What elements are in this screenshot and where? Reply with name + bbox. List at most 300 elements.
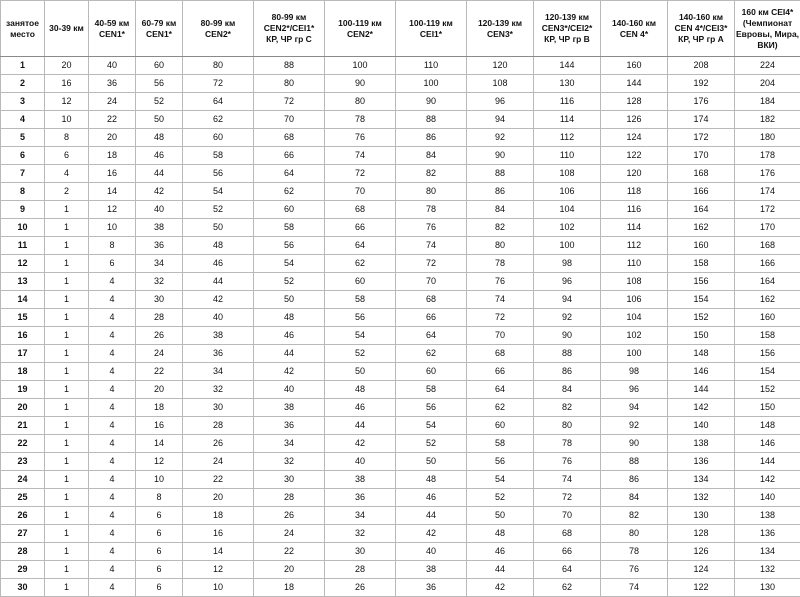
points-cell: 6 (136, 525, 183, 543)
points-cell: 144 (534, 57, 601, 75)
points-cell: 112 (601, 237, 668, 255)
points-cell: 68 (467, 345, 534, 363)
points-cell: 38 (396, 561, 467, 579)
points-cell: 14 (136, 435, 183, 453)
points-cell: 44 (136, 165, 183, 183)
points-cell: 102 (534, 219, 601, 237)
points-cell: 58 (325, 291, 396, 309)
points-cell: 146 (735, 435, 800, 453)
points-cell: 28 (254, 489, 325, 507)
points-cell: 86 (534, 363, 601, 381)
points-cell: 12 (89, 201, 136, 219)
points-cell: 122 (668, 579, 735, 597)
points-cell: 56 (325, 309, 396, 327)
points-cell: 50 (254, 291, 325, 309)
points-cell: 80 (396, 183, 467, 201)
points-cell: 44 (467, 561, 534, 579)
table-row (1, 489, 800, 507)
table-row (1, 57, 800, 75)
points-cell: 62 (183, 111, 254, 129)
points-cell: 148 (668, 345, 735, 363)
points-cell: 152 (668, 309, 735, 327)
place-cell: 26 (1, 507, 45, 525)
points-cell: 1 (45, 453, 89, 471)
table-row (1, 327, 800, 345)
points-cell: 166 (668, 183, 735, 201)
points-cell: 130 (735, 579, 800, 597)
points-cell: 70 (325, 183, 396, 201)
points-cell: 96 (601, 381, 668, 399)
points-cell: 176 (668, 93, 735, 111)
points-cell: 4 (89, 327, 136, 345)
points-cell: 114 (601, 219, 668, 237)
points-cell: 52 (396, 435, 467, 453)
points-cell: 74 (325, 147, 396, 165)
points-cell: 110 (534, 147, 601, 165)
points-cell: 52 (325, 345, 396, 363)
points-cell: 94 (601, 399, 668, 417)
points-cell: 56 (136, 75, 183, 93)
points-cell: 38 (254, 399, 325, 417)
points-cell: 160 (735, 309, 800, 327)
points-cell: 88 (396, 111, 467, 129)
points-cell: 46 (136, 147, 183, 165)
points-cell: 96 (467, 93, 534, 111)
points-cell: 90 (534, 327, 601, 345)
points-cell: 170 (735, 219, 800, 237)
points-cell: 40 (89, 57, 136, 75)
points-cell: 76 (534, 453, 601, 471)
points-cell: 36 (89, 75, 136, 93)
points-cell: 10 (136, 471, 183, 489)
points-cell: 64 (254, 165, 325, 183)
points-cell: 14 (89, 183, 136, 201)
points-cell: 32 (254, 453, 325, 471)
points-cell: 80 (601, 525, 668, 543)
table-row (1, 543, 800, 561)
place-cell: 20 (1, 399, 45, 417)
points-cell: 1 (45, 543, 89, 561)
points-cell: 54 (183, 183, 254, 201)
table-row (1, 219, 800, 237)
place-cell: 15 (1, 309, 45, 327)
points-cell: 16 (45, 75, 89, 93)
points-cell: 24 (89, 93, 136, 111)
points-cell: 60 (183, 129, 254, 147)
points-cell: 54 (396, 417, 467, 435)
place-cell: 3 (1, 93, 45, 111)
points-cell: 34 (183, 363, 254, 381)
table-row (1, 363, 800, 381)
place-cell: 10 (1, 219, 45, 237)
points-cell: 42 (183, 291, 254, 309)
points-cell: 16 (89, 165, 136, 183)
points-cell: 4 (89, 489, 136, 507)
place-cell: 30 (1, 579, 45, 597)
points-cell: 70 (396, 273, 467, 291)
points-cell: 4 (89, 399, 136, 417)
points-cell: 132 (668, 489, 735, 507)
points-cell: 90 (467, 147, 534, 165)
points-cell: 20 (183, 489, 254, 507)
points-cell: 42 (467, 579, 534, 597)
place-cell: 28 (1, 543, 45, 561)
points-cell: 72 (467, 309, 534, 327)
points-cell: 26 (183, 435, 254, 453)
points-cell: 52 (183, 201, 254, 219)
points-cell: 70 (467, 327, 534, 345)
points-cell: 24 (136, 345, 183, 363)
points-cell: 58 (396, 381, 467, 399)
points-cell: 98 (534, 255, 601, 273)
points-cell: 6 (136, 543, 183, 561)
points-cell: 160 (601, 57, 668, 75)
points-cell: 72 (254, 93, 325, 111)
points-cell: 36 (325, 489, 396, 507)
points-cell: 54 (254, 255, 325, 273)
points-cell: 32 (325, 525, 396, 543)
points-cell: 36 (183, 345, 254, 363)
table-row (1, 93, 800, 111)
points-cell: 48 (396, 471, 467, 489)
points-cell: 42 (325, 435, 396, 453)
points-cell: 40 (136, 201, 183, 219)
points-cell: 78 (601, 543, 668, 561)
points-cell: 34 (325, 507, 396, 525)
points-cell: 4 (89, 525, 136, 543)
points-cell: 42 (136, 183, 183, 201)
points-cell: 64 (467, 381, 534, 399)
points-cell: 26 (254, 507, 325, 525)
points-cell: 184 (735, 93, 800, 111)
points-cell: 32 (183, 381, 254, 399)
points-cell: 22 (136, 363, 183, 381)
points-cell: 152 (735, 381, 800, 399)
points-cell: 1 (45, 291, 89, 309)
points-cell: 46 (467, 543, 534, 561)
table-row (1, 525, 800, 543)
points-cell: 92 (601, 417, 668, 435)
points-cell: 18 (89, 147, 136, 165)
points-cell: 68 (534, 525, 601, 543)
points-cell: 58 (183, 147, 254, 165)
points-cell: 16 (183, 525, 254, 543)
points-cell: 88 (601, 453, 668, 471)
place-cell: 25 (1, 489, 45, 507)
points-cell: 100 (601, 345, 668, 363)
points-cell: 98 (601, 363, 668, 381)
points-cell: 86 (396, 129, 467, 147)
points-cell: 72 (183, 75, 254, 93)
points-cell: 16 (136, 417, 183, 435)
points-cell: 1 (45, 345, 89, 363)
points-cell: 58 (254, 219, 325, 237)
points-cell: 74 (601, 579, 668, 597)
points-cell: 70 (534, 507, 601, 525)
points-cell: 12 (136, 453, 183, 471)
points-cell: 112 (534, 129, 601, 147)
column-header: 40-59 км CEN1* (89, 1, 136, 57)
table-row (1, 453, 800, 471)
points-cell: 90 (601, 435, 668, 453)
points-cell: 74 (534, 471, 601, 489)
points-cell: 42 (396, 525, 467, 543)
points-cell: 150 (735, 399, 800, 417)
points-cell: 36 (396, 579, 467, 597)
points-cell: 48 (136, 129, 183, 147)
points-cell: 120 (467, 57, 534, 75)
place-cell: 6 (1, 147, 45, 165)
points-cell: 130 (668, 507, 735, 525)
place-cell: 16 (1, 327, 45, 345)
table-row (1, 561, 800, 579)
place-cell: 21 (1, 417, 45, 435)
points-cell: 4 (89, 543, 136, 561)
points-cell: 46 (183, 255, 254, 273)
points-cell: 40 (396, 543, 467, 561)
points-cell: 88 (467, 165, 534, 183)
points-cell: 124 (601, 129, 668, 147)
points-cell: 108 (601, 273, 668, 291)
points-cell: 6 (89, 255, 136, 273)
points-cell: 4 (89, 291, 136, 309)
points-cell: 76 (396, 219, 467, 237)
place-cell: 29 (1, 561, 45, 579)
points-cell: 1 (45, 417, 89, 435)
points-cell: 4 (89, 579, 136, 597)
points-cell: 158 (735, 327, 800, 345)
points-cell: 84 (534, 381, 601, 399)
place-cell: 5 (1, 129, 45, 147)
points-cell: 1 (45, 363, 89, 381)
points-cell: 56 (467, 453, 534, 471)
points-cell: 80 (325, 93, 396, 111)
header-row (1, 1, 800, 57)
table-row (1, 399, 800, 417)
points-cell: 164 (735, 273, 800, 291)
points-cell: 18 (183, 507, 254, 525)
points-cell: 50 (396, 453, 467, 471)
points-cell: 90 (396, 93, 467, 111)
points-cell: 104 (534, 201, 601, 219)
points-cell: 134 (735, 543, 800, 561)
table-row (1, 111, 800, 129)
table-row (1, 435, 800, 453)
points-cell: 42 (254, 363, 325, 381)
points-cell: 168 (735, 237, 800, 255)
column-header: 60-79 км CEN1* (136, 1, 183, 57)
points-cell: 76 (325, 129, 396, 147)
table-row (1, 165, 800, 183)
points-cell: 1 (45, 561, 89, 579)
points-cell: 128 (601, 93, 668, 111)
points-cell: 132 (735, 561, 800, 579)
points-cell: 126 (668, 543, 735, 561)
points-cell: 68 (396, 291, 467, 309)
column-header: 30-39 км (45, 1, 89, 57)
points-cell: 106 (534, 183, 601, 201)
points-cell: 76 (467, 273, 534, 291)
points-cell: 38 (136, 219, 183, 237)
points-cell: 1 (45, 471, 89, 489)
points-cell: 44 (183, 273, 254, 291)
points-cell: 48 (183, 237, 254, 255)
points-cell: 4 (89, 435, 136, 453)
points-cell: 44 (254, 345, 325, 363)
points-cell: 56 (396, 399, 467, 417)
points-cell: 154 (735, 363, 800, 381)
place-cell: 11 (1, 237, 45, 255)
points-cell: 1 (45, 237, 89, 255)
table-row (1, 147, 800, 165)
points-cell: 54 (467, 471, 534, 489)
points-cell: 78 (467, 255, 534, 273)
column-header: 140-160 км CEN 4* (601, 1, 668, 57)
points-cell: 80 (183, 57, 254, 75)
points-cell: 1 (45, 525, 89, 543)
points-cell: 22 (183, 471, 254, 489)
points-cell: 10 (89, 219, 136, 237)
points-cell: 4 (89, 453, 136, 471)
points-cell: 72 (325, 165, 396, 183)
points-cell: 48 (467, 525, 534, 543)
place-cell: 14 (1, 291, 45, 309)
points-cell: 88 (534, 345, 601, 363)
points-cell: 1 (45, 273, 89, 291)
points-cell: 78 (396, 201, 467, 219)
points-cell: 24 (254, 525, 325, 543)
points-cell: 1 (45, 489, 89, 507)
points-cell: 224 (735, 57, 800, 75)
points-cell: 60 (325, 273, 396, 291)
table-row (1, 381, 800, 399)
points-cell: 46 (396, 489, 467, 507)
points-cell: 70 (254, 111, 325, 129)
points-cell: 1 (45, 309, 89, 327)
points-cell: 34 (136, 255, 183, 273)
points-cell: 66 (467, 363, 534, 381)
points-cell: 6 (45, 147, 89, 165)
points-cell: 110 (601, 255, 668, 273)
column-header: 140-160 км CEN 4*/CEI3* КР, ЧР гр А (668, 1, 735, 57)
points-cell: 58 (467, 435, 534, 453)
points-cell: 36 (136, 237, 183, 255)
points-cell: 10 (45, 111, 89, 129)
points-cell: 144 (735, 453, 800, 471)
points-cell: 144 (668, 381, 735, 399)
points-cell: 4 (89, 273, 136, 291)
column-header: 120-139 км CEN3* (467, 1, 534, 57)
points-cell: 44 (325, 417, 396, 435)
points-cell: 46 (325, 399, 396, 417)
table-body (1, 57, 800, 597)
points-cell: 208 (668, 57, 735, 75)
points-cell: 94 (534, 291, 601, 309)
points-cell: 140 (668, 417, 735, 435)
points-cell: 138 (735, 507, 800, 525)
points-cell: 28 (183, 417, 254, 435)
points-cell: 108 (467, 75, 534, 93)
points-cell: 44 (396, 507, 467, 525)
points-cell: 24 (183, 453, 254, 471)
place-cell: 12 (1, 255, 45, 273)
points-cell: 142 (735, 471, 800, 489)
points-cell: 126 (601, 111, 668, 129)
place-cell: 17 (1, 345, 45, 363)
points-cell: 82 (467, 219, 534, 237)
points-cell: 64 (534, 561, 601, 579)
points-cell: 156 (668, 273, 735, 291)
points-cell: 56 (254, 237, 325, 255)
points-cell: 30 (136, 291, 183, 309)
place-cell: 9 (1, 201, 45, 219)
points-cell: 80 (467, 237, 534, 255)
points-cell: 62 (325, 255, 396, 273)
place-cell: 24 (1, 471, 45, 489)
points-cell: 8 (136, 489, 183, 507)
points-cell: 170 (668, 147, 735, 165)
points-cell: 148 (735, 417, 800, 435)
points-cell: 182 (735, 111, 800, 129)
points-cell: 52 (136, 93, 183, 111)
points-cell: 66 (534, 543, 601, 561)
points-cell: 96 (534, 273, 601, 291)
points-cell: 54 (325, 327, 396, 345)
points-cell: 46 (254, 327, 325, 345)
points-cell: 100 (325, 57, 396, 75)
place-cell: 4 (1, 111, 45, 129)
points-cell: 6 (136, 507, 183, 525)
points-cell: 4 (89, 507, 136, 525)
points-cell: 4 (45, 165, 89, 183)
column-header: 100-119 км CEN2* (325, 1, 396, 57)
points-cell: 136 (735, 525, 800, 543)
points-cell: 1 (45, 327, 89, 345)
points-cell: 94 (467, 111, 534, 129)
points-cell: 88 (254, 57, 325, 75)
points-cell: 34 (254, 435, 325, 453)
points-cell: 82 (601, 507, 668, 525)
points-cell: 78 (325, 111, 396, 129)
points-cell: 18 (136, 399, 183, 417)
table-row (1, 309, 800, 327)
column-header: 80-99 км CEN2*/CEI1* КР, ЧР гр С (254, 1, 325, 57)
column-header: 160 км CEI4* (Чемпионат Евровы, Мира, ВКИ) (735, 1, 800, 57)
points-cell: 26 (136, 327, 183, 345)
points-cell: 60 (396, 363, 467, 381)
points-cell: 62 (467, 399, 534, 417)
points-cell: 30 (325, 543, 396, 561)
points-cell: 50 (467, 507, 534, 525)
points-cell: 168 (668, 165, 735, 183)
points-cell: 56 (183, 165, 254, 183)
points-cell: 84 (601, 489, 668, 507)
points-cell: 178 (735, 147, 800, 165)
points-cell: 136 (668, 453, 735, 471)
table-row (1, 201, 800, 219)
points-cell: 20 (136, 381, 183, 399)
points-cell: 122 (601, 147, 668, 165)
points-cell: 130 (534, 75, 601, 93)
points-cell: 110 (396, 57, 467, 75)
table-row (1, 417, 800, 435)
points-cell: 68 (254, 129, 325, 147)
points-cell: 64 (183, 93, 254, 111)
place-cell: 22 (1, 435, 45, 453)
points-cell: 1 (45, 399, 89, 417)
points-cell: 158 (668, 255, 735, 273)
table-row (1, 255, 800, 273)
